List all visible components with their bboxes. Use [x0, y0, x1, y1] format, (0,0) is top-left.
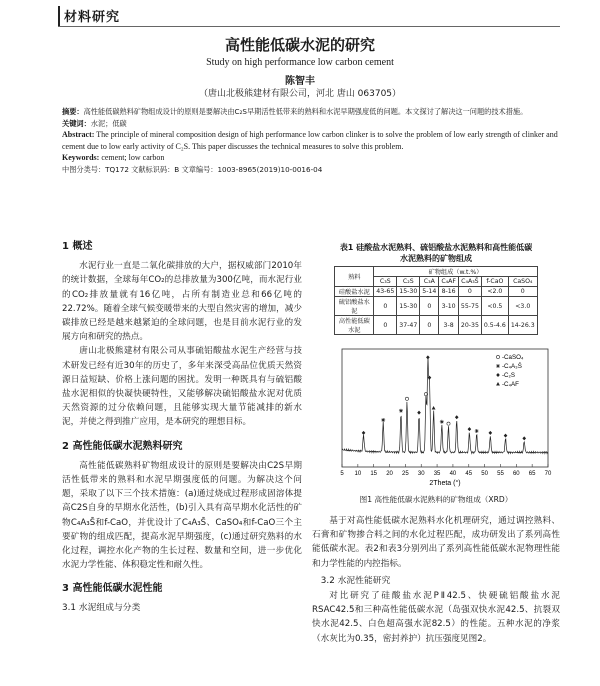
xrd-peak-marker [440, 420, 444, 424]
table-row [335, 287, 537, 297]
table-col-header: C₃A [420, 277, 439, 287]
table-cell: 0 [420, 297, 439, 316]
xrd-peak-marker [381, 418, 385, 422]
header-rule [58, 26, 560, 27]
x-tick-label: 10 [354, 471, 362, 477]
section-1-paragraph-1: 水泥行业一直是二氧化碳排放的大户，据权威部门2010年的统计数据，全球每年CO₂的总排放量为300亿吨，而水泥行业的CO₂排放量就有16亿吨，占所有制造业总和66亿吨的22.72%。随着全球气候变暖带来的大型自然灾害的增加，减少碳排放已经是越来越紧迫的全球问题，也是目前水泥行业的发展方向和研究的热点。 [62, 261, 302, 343]
table-cell: 0 [374, 297, 397, 316]
xrd-peak-marker [405, 397, 408, 400]
x-tick-label: 30 [417, 471, 425, 477]
table-row [335, 316, 537, 335]
table-cell: 15-30 [397, 287, 420, 297]
table-cell: 0.5-4.6 [481, 316, 508, 335]
table-cell: 20-35 [458, 316, 481, 335]
keywords-cn-label: 关键词： [62, 118, 91, 128]
x-tick-label: 15 [370, 471, 378, 477]
legend-label: -CaSO₄ [502, 354, 524, 361]
legend-label: -C₄AF [502, 381, 519, 388]
section-1-paragraph-2: 唐山北极熊建材有限公司从事硫铝酸盐水泥生产经营与技术研发已经有近30年的历史了，多年来深受高品位优质天然资源日益短缺、价格上涨问题的困扰。发明一种既具有与硫铝酸盐水泥相似的快凝快硬特性，又能够解决硫铝酸盐水泥对优质天然资源的过分依赖问题，且能够实现大量节能减排的新水泥，并使之得到推广应用，是本研究的理想目标。 [62, 346, 302, 428]
section-2-heading: 2 高性能低碳水泥熟料研究 [62, 440, 183, 452]
table-col-header: C₃S [374, 277, 397, 287]
table-col-header: C₂S [397, 277, 420, 287]
legend-marker [496, 355, 499, 358]
table-cell: 5-14 [420, 287, 439, 297]
table-cell: 3-10 [439, 297, 459, 316]
table-cell: <3.0 [508, 297, 537, 316]
x-tick-label: 35 [433, 471, 441, 477]
article-title-en: Study on high performance low carbon cement [206, 57, 394, 68]
table-cell: 55-75 [458, 297, 481, 316]
table-cell: 3-8 [439, 316, 459, 335]
xrd-peak-marker [447, 422, 450, 425]
x-tick-label: 45 [465, 471, 473, 477]
right-paragraph-1: 基于对高性能低碳水泥熟料水化机理研究，通过调控熟料、石膏和矿物掺合料之间的水化过程匹配，成功研发出了系列高性能低碳水泥。表2和表3分别列出了系列高性能低碳水泥物理性能和力学性能的内控指标。 [312, 516, 560, 569]
xrd-peak-marker [475, 429, 479, 433]
abstract-cn-text: 高性能低碳熟料矿物组成设计的原则是要解决由C₂S早期活性低带来的熟料和水泥早期强度低的问题。本文探讨了解决这一问题的技术措施。 [83, 107, 528, 116]
table-header-group: 矿物组成（w.t.%） [374, 267, 537, 277]
keywords-cn: 水泥；低碳 [90, 118, 127, 128]
xrd-peak-marker [399, 409, 403, 413]
table-row [335, 297, 537, 316]
table-cell: 15-30 [397, 297, 420, 316]
table-cell: 14-26.3 [508, 316, 537, 335]
table-cell: 0 [374, 316, 397, 335]
table-row-label: 高性能低碳水泥 [335, 316, 374, 335]
affiliation: （唐山北极熊建材有限公司，河北 唐山 063705） [198, 89, 402, 99]
table-cell: 0 [508, 287, 537, 297]
section-1-heading: 1 概述 [62, 241, 93, 252]
table-col-header: C₄A₃S̄ [458, 277, 481, 287]
right-paragraph-2: 对比研究了硅酸盐水泥PⅡ42.5、快硬硫铝酸盐水泥RSAC42.5和三种高性能低碳水泥（岛强双快水泥42.5、抗裂双快水泥42.5、白色超高强水泥82.5）的性能。五种水泥的净浆（水灰比为0.35，密封养护）抗压强度见图2。 [312, 591, 560, 644]
section-3-2-heading: 3.2 水泥性能研究 [320, 575, 391, 586]
table-row-label: 硫铝酸盐水泥 [335, 297, 374, 316]
table-col-header: C₄AF [439, 277, 459, 287]
figure-1-caption: 图1 高性能低碳水泥熟料的矿物组成（XRD） [359, 495, 513, 504]
keywords-en-label: Keywords: [62, 153, 100, 162]
xrd-peak-marker [426, 355, 430, 359]
legend-marker [496, 373, 500, 377]
article-meta: 中图分类号：TQ172 文献标识码：B 文章编号：1003-8965(2019)10-0016-04 [62, 164, 323, 174]
xrd-peak-marker [489, 431, 493, 435]
table-cell: <2.0 [481, 287, 508, 297]
table-cell: 37-47 [397, 316, 420, 335]
table-col-header: f-CaO [481, 277, 508, 287]
table-1-caption-line-1: 表1 硅酸盐水泥熟料、硫铝酸盐水泥熟料和高性能低碳 [339, 243, 533, 252]
xrd-peak-marker [522, 436, 526, 440]
table-cell: 0 [458, 287, 481, 297]
abstract-block [62, 106, 558, 175]
x-tick-label: 70 [544, 471, 552, 477]
table-cell: 0 [420, 316, 439, 335]
legend-marker [496, 364, 500, 368]
x-axis-label: 2Theta (°) [429, 480, 461, 487]
table-cell: 8-16 [439, 287, 459, 297]
keywords-en: cement; low carbon [101, 153, 165, 162]
left-column [62, 240, 302, 615]
table-row-label: 硅酸盐水泥 [335, 287, 374, 297]
right-column [312, 514, 560, 646]
x-tick-label: 40 [449, 471, 457, 477]
section-3-heading: 3 高性能低碳水泥性能 [62, 583, 163, 595]
x-tick-label: 5 [340, 471, 344, 477]
xrd-peak-marker [504, 434, 508, 438]
x-tick-label: 25 [402, 471, 409, 477]
author: 陈智丰 [285, 76, 315, 87]
table-cell: <0.5 [481, 297, 508, 316]
table-col-header: CaSO₄ [508, 277, 537, 287]
x-tick-label: 20 [386, 471, 393, 477]
mineral-composition-table [334, 266, 537, 335]
xrd-peak-marker [468, 427, 472, 431]
abstract-en-text: The principle of mineral composition design of high performance low carbon clinker is to solve the problem of low early strength of clinker and cement due to low early activity of C₂S. This paper discusses the technical measures to solve this problem. [62, 130, 558, 151]
table-cell: 43-65 [374, 287, 397, 297]
legend-label: -C₄A₃S̄ [502, 363, 522, 370]
x-tick-label: 65 [528, 471, 536, 477]
xrd-peak-marker [455, 415, 459, 419]
legend-label: -C₂S [502, 372, 516, 379]
article-title: 高性能低碳水泥的研究 [224, 36, 375, 54]
x-tick-label: 50 [481, 471, 488, 477]
xrd-peak-marker [362, 431, 366, 435]
xrd-pattern-line [342, 356, 548, 453]
section-2-paragraph-1: 高性能低碳熟料矿物组成设计的原则是要解决由C2S早期活性低带来的熟料和水泥早期强度低的问题。为解决这个问题，采取了以下三个技术措施：(a)通过烧成过程形成固溶体提高C2S自身的早期水化活性，(b)引入具有高早期水化活性的矿物C₄A₃S̄和f-CaO，并优设计了C₄A₃S̄、CaSO₄和f-CaO三个主要矿物的组成匹配，提高水泥早期强度，(c)通过研究熟料的水化过程，调控水化产物的生长过程、数量和空间，进一步优化水泥力学性能、体积稳定性和耐久性。 [62, 460, 302, 571]
journal-section: 材料研究 [64, 10, 121, 25]
table-header-clinker: 熟料 [335, 267, 374, 287]
section-3-1-heading: 3.1 水泥组成与分类 [62, 602, 141, 613]
legend-marker [496, 382, 500, 386]
xrd-peak-marker [428, 376, 432, 380]
table-1-caption-line-2: 水泥熟料的矿物组成 [400, 254, 472, 263]
abstract-cn-label: 摘要： [62, 107, 84, 116]
table-1-block [312, 242, 560, 335]
x-tick-label: 55 [497, 471, 504, 477]
xrd-peak-marker [432, 406, 436, 410]
x-tick-label: 60 [512, 471, 520, 477]
xrd-peak-marker [417, 411, 421, 415]
xrd-figure [312, 345, 560, 487]
abstract-en-label: Abstract: [62, 130, 95, 139]
